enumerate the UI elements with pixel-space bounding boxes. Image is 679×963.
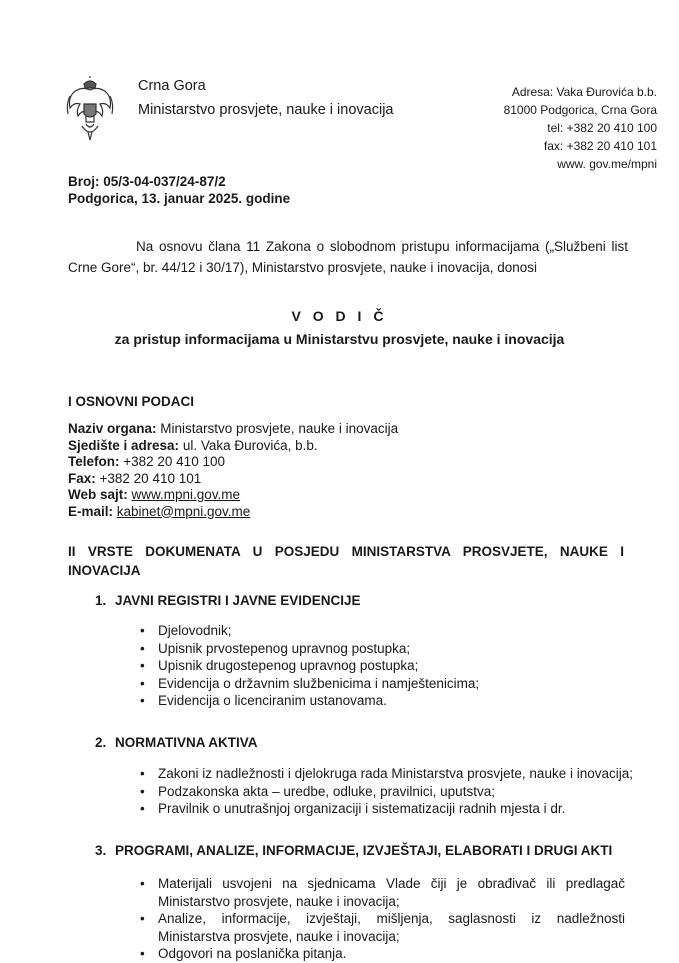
subsection-title: JAVNI REGISTRI I JAVNE EVIDENCIJE: [115, 593, 361, 608]
info-label: Fax:: [68, 470, 96, 486]
intro-text: Na osnovu člana 11 Zakona o slobodnom pristupu informacijama („Službeni list Crne Gore“, br. 44/12 i 30/17), Ministarstvo prosvjete, nauke i inovacija, donosi: [68, 239, 628, 275]
country-name: Crna Gora: [138, 78, 206, 94]
info-label: Telefon:: [68, 454, 120, 469]
subsection-heading: [95, 843, 612, 858]
bullet-list: [140, 875, 625, 963]
info-value: ul. Vaka Đurovića, b.b.: [179, 437, 318, 453]
list-item: • Upisnik drugostepenog upravnog postupka;: [140, 657, 479, 675]
email-link[interactable]: kabinet@mpni.gov.me: [116, 503, 251, 519]
address-block: [397, 83, 657, 173]
address-line: 81000 Podgorica, Crna Gora: [503, 103, 657, 117]
subsection-heading: [95, 735, 258, 750]
list-item: • Evidencija o licenciranim ustanovama.: [140, 692, 479, 710]
info-row: [68, 438, 398, 455]
subsection-title: NORMATIVNA AKTIVA: [115, 735, 258, 750]
document-subtitle: za pristup informacijama u Ministarstvu prosvjete, nauke i inovacija: [114, 331, 565, 347]
info-label: Web sajt:: [68, 487, 128, 502]
basic-info-list: [68, 421, 398, 520]
list-item: • Analize, informacije, izvještaji, mišljenja, saglasnosti iz nadležnosti Ministarstva prosvjete, nauke i inovacija;: [140, 910, 625, 945]
list-item: • Odgovori na poslanička pitanja.: [140, 945, 625, 963]
section-heading-line: II VRSTE DOKUMENATA U POSJEDU MINISTARSTVA PROSVJETE, NAUKE I: [68, 544, 624, 559]
list-item: • Evidencija o državnim službenicima i namještenicima;: [140, 675, 479, 693]
phone-line: tel: +382 20 410 100: [547, 121, 657, 135]
bullet-list: [140, 622, 479, 710]
section-heading-line: INOVACIJA: [68, 563, 141, 578]
info-value: +382 20 410 100: [119, 454, 225, 469]
list-item: • Upisnik prvostepenog upravnog postupka;: [140, 640, 479, 658]
list-item: • Pravilnik o unutrašnjoj organizaciji i sistematizaciji radnih mjesta i dr.: [140, 800, 633, 818]
subsection-title: PROGRAMI, ANALIZE, INFORMACIJE, IZVJEŠTAJI, ELABORATI I DRUGI AKTI: [115, 843, 613, 858]
document-number: Broj: 05/3-04-037/24-87/2: [68, 174, 226, 189]
subsection-number: 2.: [95, 735, 107, 750]
info-row: [68, 471, 398, 488]
bullet-list: [140, 765, 633, 818]
website-link[interactable]: www.mpni.gov.me: [131, 487, 241, 502]
info-row: [68, 487, 398, 504]
section-heading: [68, 542, 624, 580]
list-item: • Materijali usvojeni na sjednicama Vlade čiji je obrađivač ili predlagač Ministarstvo prosvjete, nauke i inovacija;: [140, 875, 625, 910]
subsection-heading: [95, 593, 361, 608]
info-value: +382 20 410 101: [95, 470, 202, 486]
ministry-name: Ministarstvo prosvjete, nauke i inovacija: [138, 102, 394, 118]
info-label: Sjedište i adresa:: [68, 437, 180, 453]
subsection-number: 1.: [95, 593, 107, 608]
subsection-number: 3.: [95, 843, 107, 858]
info-row: [68, 504, 398, 521]
website-line: www. gov.me/mpni: [557, 157, 657, 171]
section-heading: I OSNOVNI PODACI: [68, 394, 195, 409]
info-label: Naziv organa:: [68, 421, 157, 436]
list-item: • Zakoni iz nadležnosti i djelokruga rada Ministarstva prosvjete, nauke i inovacija;: [140, 765, 633, 783]
list-item: • Podzakonska akta – uredbe, odluke, pravilnici, uputstva;: [140, 783, 633, 801]
intro-paragraph: [68, 236, 628, 278]
fax-line: fax: +382 20 410 101: [543, 139, 657, 153]
info-row: [68, 421, 398, 438]
info-label: E-mail:: [68, 503, 114, 519]
coat-of-arms-icon: [64, 76, 116, 142]
info-value: Ministarstvo prosvjete, nauke i inovacija: [156, 421, 399, 436]
document-date: Podgorica, 13. januar 2025. godine: [68, 191, 291, 206]
document-title: V O D I Č: [291, 308, 388, 324]
list-item: • Djelovodnik;: [140, 622, 479, 640]
info-row: [68, 454, 398, 471]
address-line: Adresa: Vaka Đurovića b.b.: [511, 85, 657, 99]
